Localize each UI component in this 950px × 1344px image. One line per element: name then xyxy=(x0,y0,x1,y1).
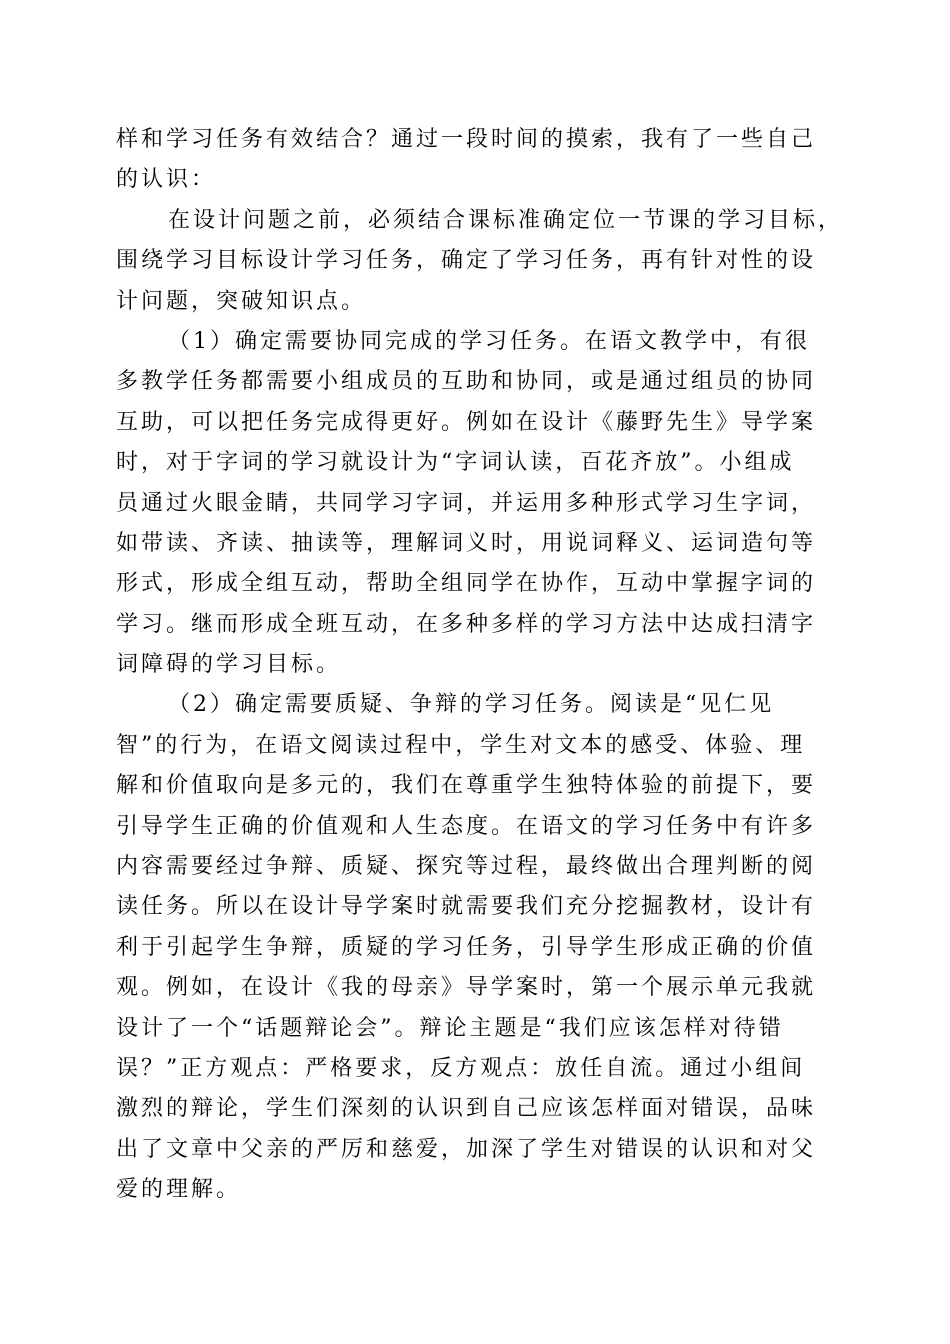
text-line: 解和价值取向是多元的，我们在尊重学生独特体验的前提下，要 xyxy=(116,773,817,799)
paragraph-start-line: 在设计问题之前，必须结合课标准确定位一节课的学习目标， xyxy=(168,207,844,233)
text-line: 误？”正方观点：严格要求，反方观点：放任自流。通过小组间 xyxy=(116,1055,806,1081)
text-line: 互助，可以把任务完成得更好。例如在设计《藤野先生》导学案 xyxy=(116,409,817,435)
text-line: 多教学任务都需要小组成员的互助和协同，或是通过组员的协同 xyxy=(116,369,817,395)
text-line: 词障碍的学习目标。 xyxy=(116,652,342,678)
text-line: 引导学生正确的价值观和人生态度。在语文的学习任务中有许多 xyxy=(116,813,817,839)
text-line: 出了文章中父亲的严厉和慈爱，加深了学生对错误的认识和对父 xyxy=(116,1136,817,1162)
text-line: 内容需要经过争辩、质疑、探究等过程，最终做出合理判断的阅 xyxy=(116,854,817,880)
text-line: 计问题，突破知识点。 xyxy=(116,288,367,314)
text-line: 时，对于字词的学习就设计为“字词认读，百花齐放”。小组成 xyxy=(116,450,795,476)
text-line: 的认识： xyxy=(116,167,217,193)
text-line: 读任务。所以在设计导学案时就需要我们充分挖掘教材，设计有 xyxy=(116,894,817,920)
text-line: 利于引起学生争辩，质疑的学习任务，引导学生形成正确的价值 xyxy=(116,934,817,960)
text-line: 学习。继而形成全班互动，在多种多样的学习方法中达成扫清字 xyxy=(116,611,817,637)
body-text xyxy=(116,120,844,1211)
text-line: 设计了一个“话题辩论会”。辩论主题是“我们应该怎样对待错 xyxy=(116,1015,784,1041)
paragraph-start-line: （2）确定需要质疑、争辩的学习任务。阅读是“见仁见 xyxy=(168,692,775,718)
paragraph-start-line: （1）确定需要协同完成的学习任务。在语文教学中，有很 xyxy=(168,328,810,354)
text-line: 爱的理解。 xyxy=(116,1177,242,1203)
text-line: 观。例如，在设计《我的母亲》导学案时，第一个展示单元我就 xyxy=(116,975,817,1001)
text-line: 形式，形成全组互动，帮助全组同学在协作，互动中掌握字词的 xyxy=(116,571,817,597)
text-line: 围绕学习目标设计学习任务，确定了学习任务，再有针对性的设 xyxy=(116,248,817,274)
text-line: 如带读、齐读、抽读等，理解词义时，用说词释义、运词造句等 xyxy=(116,530,817,556)
text-line: 员通过火眼金睛，共同学习字词，并运用多种形式学习生字词， xyxy=(116,490,817,516)
text-line: 智”的行为，在语文阅读过程中，学生对文本的感受、体验、理 xyxy=(116,732,806,758)
text-line: 激烈的辩论，学生们深刻的认识到自己应该怎样面对错误，品味 xyxy=(116,1096,817,1122)
text-line: 样和学习任务有效结合？通过一段时间的摸索，我有了一些自己 xyxy=(116,127,817,152)
